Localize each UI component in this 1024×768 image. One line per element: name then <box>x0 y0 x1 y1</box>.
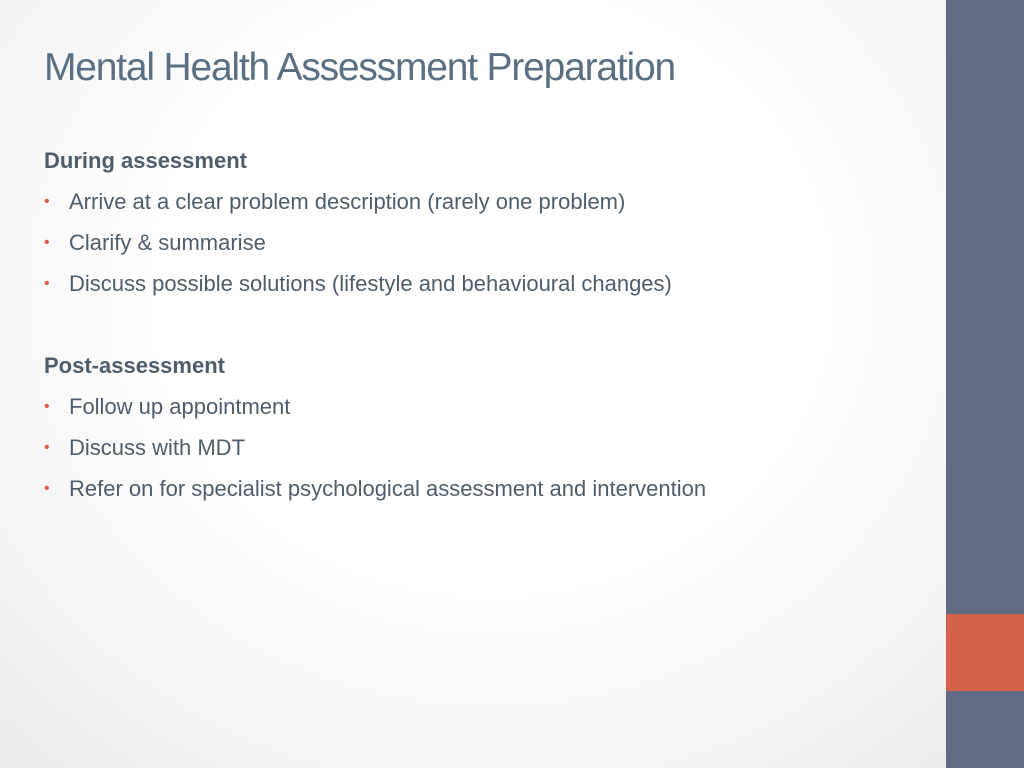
bullet-item <box>44 181 924 222</box>
bullet-text: Refer on for specialist psychological assessment and intervention <box>69 476 707 501</box>
bullet-text: Follow up appointment <box>69 394 291 419</box>
bullet-item <box>44 468 924 509</box>
bullet-icon: • <box>44 193 50 210</box>
bullet-text: Discuss possible solutions (lifestyle and behavioural changes) <box>69 271 672 296</box>
bullet-text: Clarify & summarise <box>69 230 266 255</box>
bullet-text: Discuss with MDT <box>69 435 246 460</box>
bullet-item <box>44 427 924 468</box>
bullet-icon: • <box>44 480 50 497</box>
section-heading: During assessment <box>44 148 247 173</box>
side-accent-block <box>946 614 1024 691</box>
bullet-icon: • <box>44 439 50 456</box>
slide-title: Mental Health Assessment Preparation <box>44 46 675 89</box>
bullet-icon: • <box>44 398 50 415</box>
section-post-assessment <box>44 345 924 509</box>
bullet-item <box>44 222 924 263</box>
bullet-icon: • <box>44 275 50 292</box>
bullet-icon: • <box>44 234 50 251</box>
bullet-text: Arrive at a clear problem description (rarely one problem) <box>69 189 626 214</box>
section-during-assessment <box>44 140 924 304</box>
slide-content <box>44 140 924 550</box>
bullet-list <box>44 386 924 509</box>
bullet-list <box>44 181 924 304</box>
section-heading: Post-assessment <box>44 353 225 378</box>
bullet-item <box>44 386 924 427</box>
bullet-item <box>44 263 924 304</box>
